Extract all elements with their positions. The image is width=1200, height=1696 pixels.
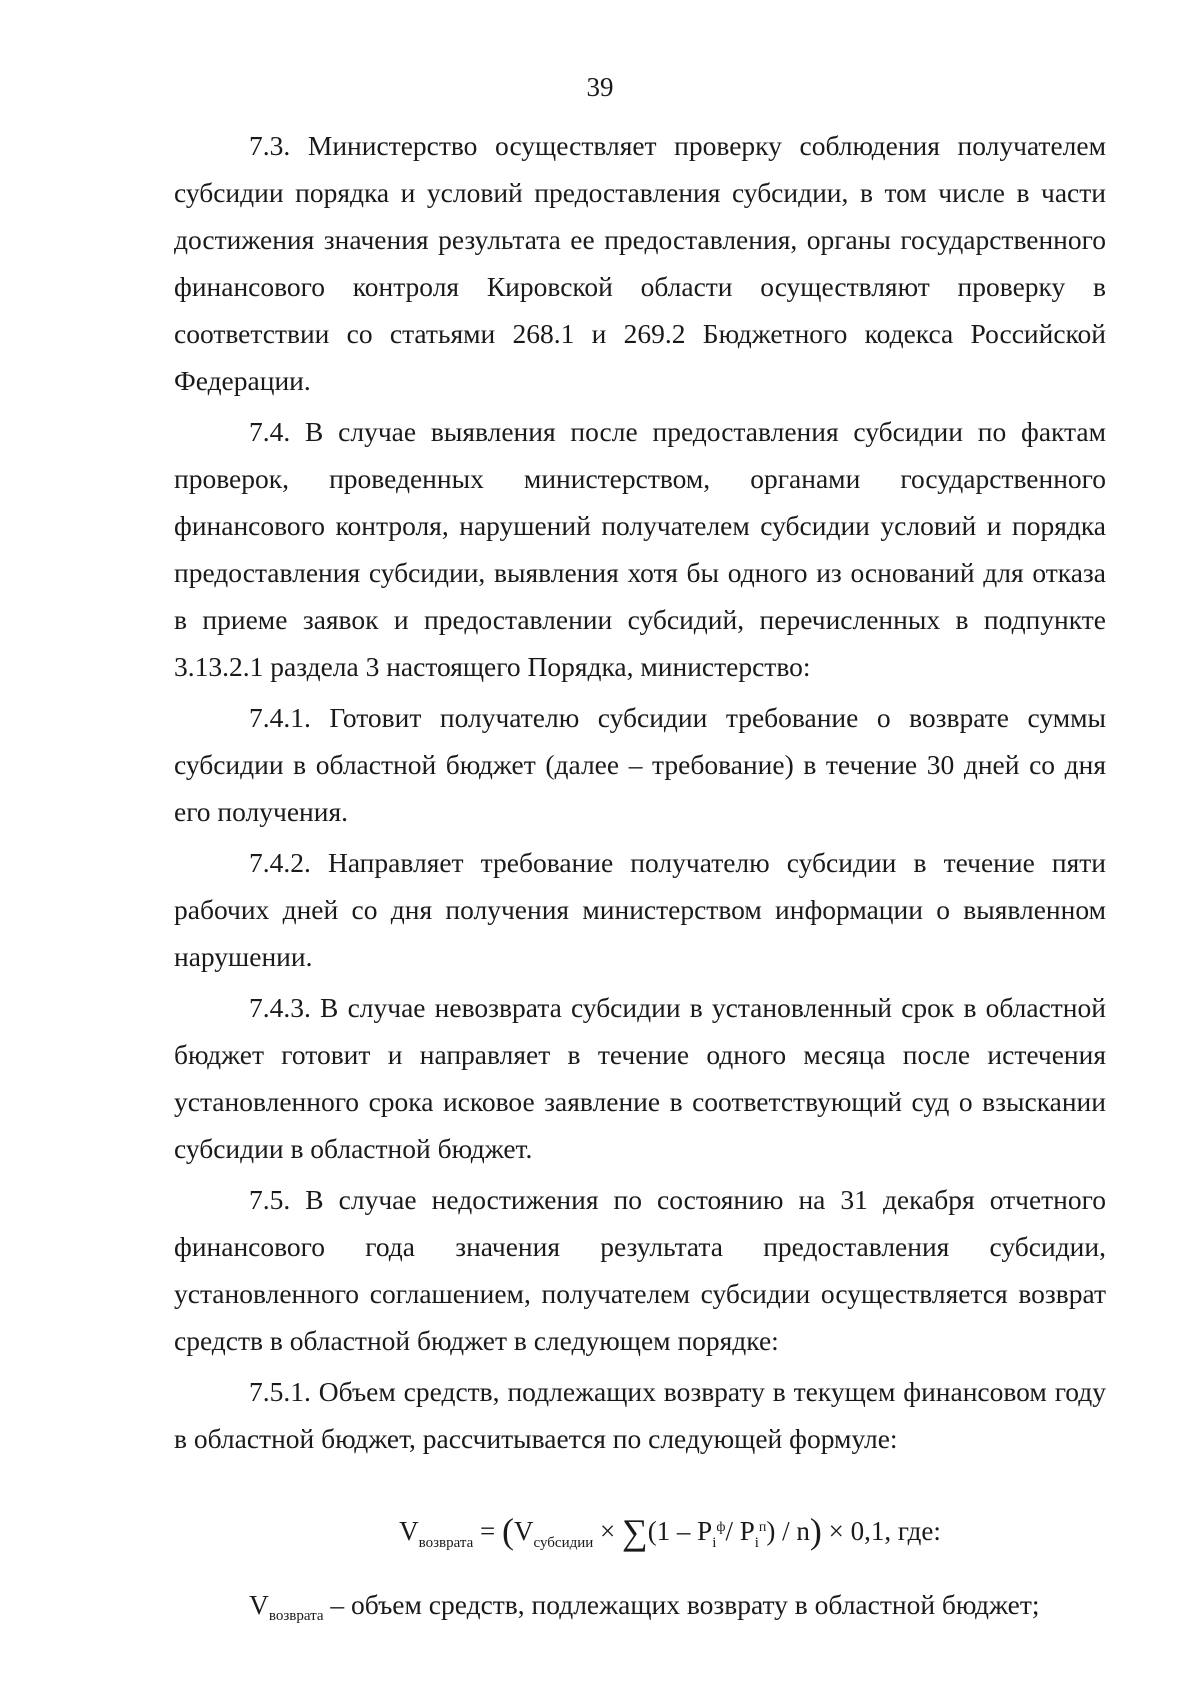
formula-inner-close: ) — [766, 1516, 776, 1546]
formula-inner-open: (1 – P — [647, 1516, 713, 1546]
page-number: 39 — [586, 72, 614, 102]
formula-p-superscript: ф — [716, 1520, 726, 1535]
document-body — [174, 122, 1106, 1640]
formula-v-subsidy-subscript: субсидии — [533, 1535, 594, 1551]
paragraph-7-4: 7.4. В случае выявления после предоставления субсидии по фактам проверок, проведенных министерством, органами государственного финансового контроля, нарушений получателем субсидии условий и порядка предоставления субсидии, выявления хотя бы одного из оснований для отказа в приеме заявок и предоставлении субсидий, перечисленных в подпункте 3.13.2.1 раздела 3 настоящего Порядка, министерство: — [174, 416, 1106, 682]
formula-times: × — [593, 1516, 623, 1546]
formula-v-subscript: возврата — [418, 1535, 474, 1551]
definition-v-refund — [174, 1581, 1106, 1640]
formula-open-paren: ( — [502, 1511, 515, 1551]
paragraph-7-4-1: 7.4.1. Готовит получателю субсидии требование о возврате суммы субсидии в областной бюджет (далее – требование) в течение 30 дней со дня его получения. — [174, 702, 1106, 827]
paragraph-7-4-3: 7.4.3. В случае невозврата субсидии в установленный срок в областной бюджет готовит и направляет в течение одного месяца после истечения установленного срока исковое заявление в соответствующий суд о взыскании субсидии в областной бюджет. — [174, 992, 1106, 1164]
formula-p2-superscript: п — [758, 1520, 767, 1535]
formula-v: V — [399, 1516, 419, 1546]
formula-tail: × 0,1, где: — [821, 1516, 941, 1546]
definition-v: V — [249, 1589, 269, 1620]
paragraph-7-5: 7.5. В случае недостижения по состоянию на 31 декабря отчетного финансового года значения результата предоставления субсидии, установленного соглашением, получателем субсидии осуществляется возврат средств в областной бюджет в следующем порядке: — [174, 1184, 1106, 1356]
formula-equals: = — [473, 1516, 503, 1546]
formula-slash-p: / P — [725, 1516, 755, 1546]
definition-text: – объем средств, подлежащих возврату в областной бюджет; — [323, 1589, 1040, 1620]
definition-v-subscript: возврата — [268, 1608, 324, 1624]
paragraph-7-4-2: 7.4.2. Направляет требование получателю субсидии в течение пяти рабочих дней со дня получения министерством информации о выявленном нарушении. — [174, 847, 1106, 972]
formula-v-subsidy: V — [514, 1516, 534, 1546]
formula-p-subscript: i — [712, 1535, 717, 1551]
formula-p2-subscript: i — [754, 1535, 759, 1551]
paragraph-7-3: 7.3. Министерство осуществляет проверку соблюдения получателем субсидии порядка и условий предоставления субсидии, в том числе в части достижения значения результата ее предоставления, органы государственного финансового контроля Кировской области осуществляют проверку в соответствии со статьями 268.1 и 269.2 Бюджетного кодекса Российской Федерации. — [174, 130, 1106, 396]
formula-sum-sign: ∑ — [622, 1512, 648, 1552]
formula-close-paren: ) — [809, 1511, 822, 1551]
formula-divide-n: / n — [775, 1516, 810, 1546]
refund-formula — [174, 1504, 1106, 1567]
paragraph-7-5-1: 7.5.1. Объем средств, подлежащих возврату в текущем финансовом году в областной бюджет, рассчитывается по следующей формуле: — [174, 1376, 1106, 1454]
